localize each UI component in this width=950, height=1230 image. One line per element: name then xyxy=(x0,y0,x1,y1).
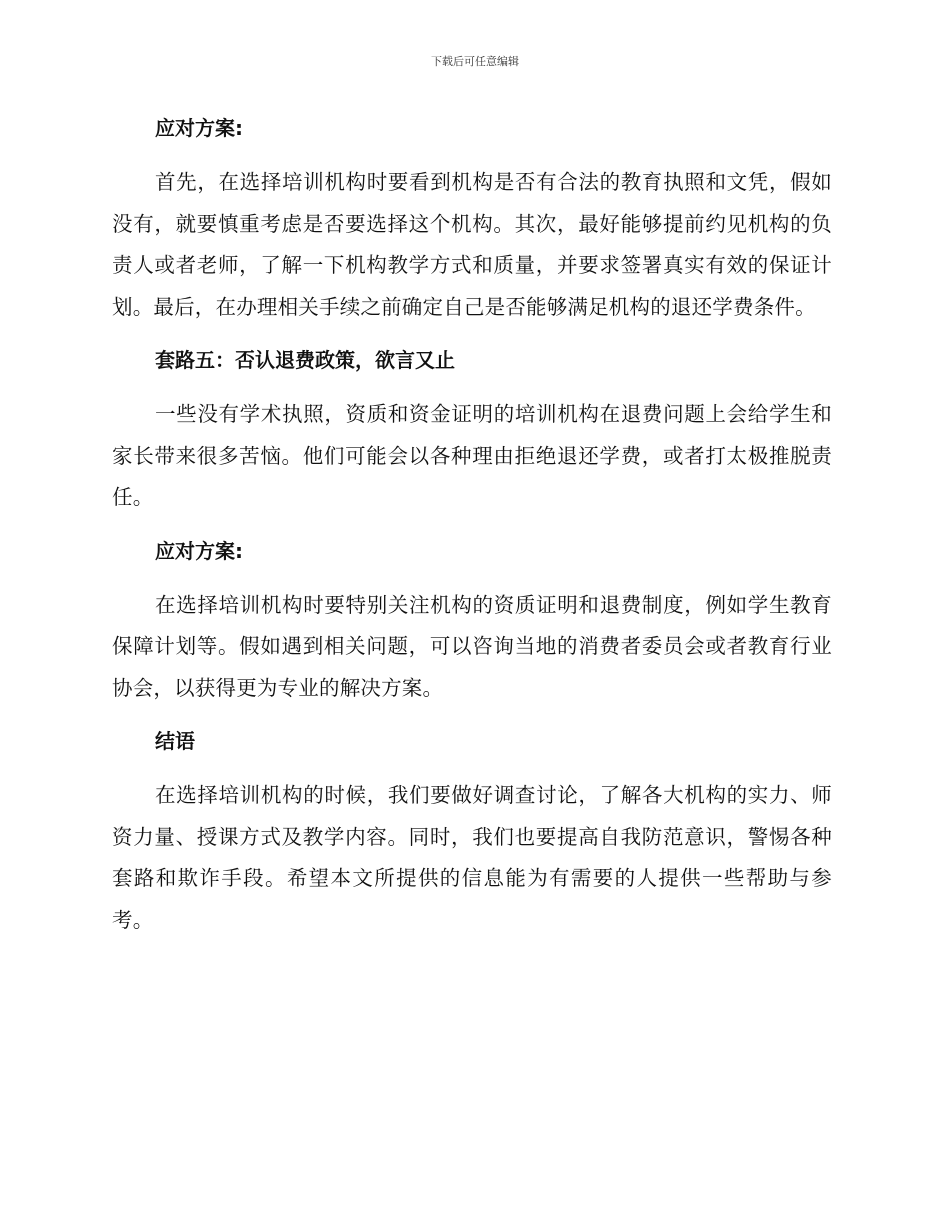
section-paragraph-response-2: 在选择培训机构时要特别关注机构的资质证明和退费制度，例如学生教育保障计划等。假如遇到相关问题，可以咨询当地的消费者委员会或者教育行业协会，以获得更为专业的解决方案。 xyxy=(112,592,832,700)
section-heading-response-1: 应对方案: xyxy=(155,116,243,140)
document-body xyxy=(112,108,832,941)
section-heading-conclusion: 结语 xyxy=(155,729,195,753)
section-paragraph-response-1: 首先，在选择培训机构时要看到机构是否有合法的教育执照和文凭，假如没有，就要慎重考虑是否要选择这个机构。其次，最好能够提前约见机构的负责人或者老师，了解一下机构教学方式和质量，并要求签署真实有效的保证计划。最后，在办理相关手续之前确定自己是否能够满足机构的退还学费条件。 xyxy=(112,170,832,319)
section-paragraph-trick-5: 一些没有学术执照，资质和资金证明的培训机构在退费问题上会给学生和家长带来很多苦恼。他们可能会以各种理由拒绝退还学费，或者打太极推脱责任。 xyxy=(112,402,832,509)
section-paragraph-conclusion: 在选择培训机构的时候，我们要做好调查讨论，了解各大机构的实力、师资力量、授课方式及教学内容。同时，我们也要提高自我防范意识，警惕各种套路和欺诈手段。希望本文所提供的信息能为有需要的人提供一些帮助与参考。 xyxy=(112,783,832,932)
section-heading-response-2: 应对方案: xyxy=(155,538,243,563)
page-header: 下载后可任意编辑 xyxy=(431,55,519,68)
section-heading-trick-5: 套路五：否认退费政策，欲言又止 xyxy=(155,348,455,372)
